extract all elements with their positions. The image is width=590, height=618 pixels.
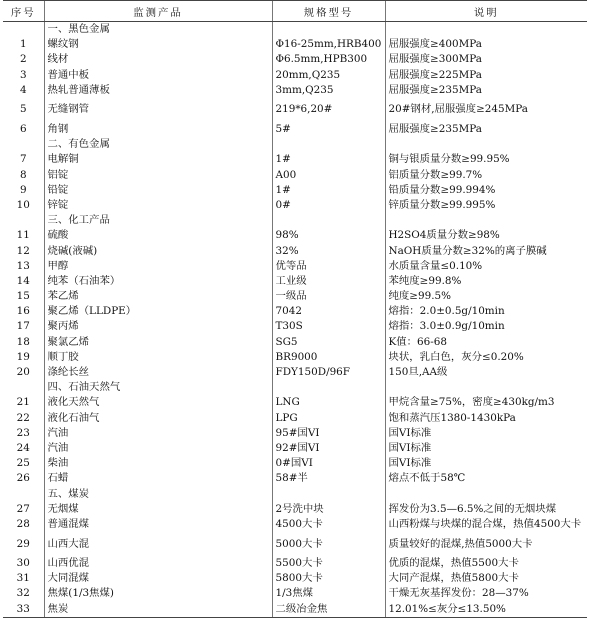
product-cell: 山西优混 [44,556,272,571]
spec-cell: 1# [272,183,385,198]
spec-cell: Φ6.5mm,HPB300 [272,52,385,67]
product-cell: 聚乙烯（LLDPE） [44,304,272,319]
description-cell: 熔点不低于58℃ [385,471,587,486]
spec-cell: 优等品 [272,259,385,274]
product-cell: 石蜡 [44,471,272,486]
product-cell: 柴油 [44,456,272,471]
product-cell: 线材 [44,52,272,67]
description-cell: 大同产混煤，热值5800大卡 [385,571,587,586]
table-row [3,532,587,556]
row-number: 26 [16,472,30,485]
description-cell: 饱和蒸汽压1380-1430kPa [385,411,587,426]
spec-cell: 5000大卡 [272,532,385,556]
row-number: 22 [16,411,30,424]
table-row [3,68,587,83]
table-row [3,243,587,258]
table-row [3,350,587,365]
spec-cell [272,22,385,38]
table-row [3,52,587,67]
category-row [3,380,587,395]
header-no: 序号 [3,1,44,22]
description-cell: 锌质量分数≥99.995% [385,198,587,213]
description-cell: 挥发份为3.5—6.5%之间的无烟块煤 [385,502,587,517]
row-number: 19 [16,350,30,363]
spec-cell [272,486,385,501]
spec-cell: SG5 [272,335,385,350]
spec-cell: LPG [272,411,385,426]
table-row [3,411,587,426]
description-cell: 山西粉煤与块煤的混合煤，热值4500大卡 [385,517,587,532]
product-cell: 山西大混 [44,532,272,556]
product-cell: 五、煤炭 [44,486,272,501]
spec-cell: A00 [272,168,385,183]
description-cell: 屈服强度≥225MPa [385,68,587,83]
description-cell [385,22,587,38]
table-row [3,571,587,586]
product-cell: 汽油 [44,441,272,456]
table-row [3,441,587,456]
description-cell: 150旦,AA级 [385,365,587,380]
spec-cell: 219*6,20# [272,98,385,122]
product-cell: 无缝钢管 [44,98,272,122]
product-cell: 螺纹钢 [44,37,272,52]
row-number: 27 [16,502,30,515]
spec-cell: FDY150D/96F [272,365,385,380]
description-cell: 铜与银质量分数≥99.95% [385,152,587,167]
product-cell: 普通混煤 [44,517,272,532]
table-row [3,37,587,52]
price-monitoring-table [3,0,587,618]
row-number: 11 [16,229,30,242]
row-number: 15 [16,290,30,303]
product-cell: 角钢 [44,122,272,137]
category-row [3,213,587,228]
product-cell: 铝锭 [44,168,272,183]
row-number: 30 [16,557,30,570]
table-row [3,198,587,213]
table-row [3,228,587,243]
spec-cell: 4500大卡 [272,517,385,532]
row-number: 16 [16,305,30,318]
row-number [3,137,44,152]
description-cell: 屈服强度≥235MPa [385,122,587,137]
row-number: 18 [16,335,30,348]
description-cell: 20#钢材,屈服强度≥245MPa [385,98,587,122]
spec-cell [272,213,385,228]
description-cell: 优质的混煤，热值5500大卡 [385,556,587,571]
header-spec: 规格型号 [272,1,385,22]
spec-cell: 5500大卡 [272,556,385,571]
table-row [3,556,587,571]
spec-cell: 20mm,Q235 [272,68,385,83]
product-cell: 烧碱(液碱) [44,243,272,258]
row-number: 28 [16,517,30,530]
row-number: 21 [16,396,30,409]
description-cell: 屈服强度≥400MPa [385,37,587,52]
table-row [3,259,587,274]
row-number: 1 [19,38,27,51]
category-row [3,22,587,38]
row-number: 14 [16,274,30,287]
spec-cell: T30S [272,319,385,334]
spec-cell: 3mm,Q235 [272,83,385,98]
table-row [3,502,587,517]
row-number: 4 [19,83,27,96]
row-number: 23 [16,426,30,439]
row-number [3,486,44,501]
table-row [3,152,587,167]
category-row [3,486,587,501]
row-number: 5 [19,103,27,116]
product-cell: 大同混煤 [44,571,272,586]
row-number: 6 [19,123,27,136]
row-number: 12 [16,244,30,257]
spec-cell: LNG [272,395,385,410]
table-row [3,83,587,98]
row-number: 7 [19,153,27,166]
product-cell: 聚氯乙烯 [44,335,272,350]
product-cell: 电解铜 [44,152,272,167]
row-number [3,213,44,228]
spec-cell [272,380,385,395]
description-cell: 12.01%≤灰分≤13.50% [385,602,587,618]
row-number: 32 [16,587,30,600]
table-row [3,274,587,289]
product-cell: 苯乙烯 [44,289,272,304]
description-cell: 铝质量分数≥99.7% [385,168,587,183]
description-cell [385,380,587,395]
category-row [3,137,587,152]
spec-cell [272,137,385,152]
product-cell: 四、石油天然气 [44,380,272,395]
table-row [3,122,587,137]
row-number: 33 [3,602,44,618]
product-cell: 无烟煤 [44,502,272,517]
product-cell: 铅锭 [44,183,272,198]
description-cell: 熔指：3.0±0.9g/10min [385,319,587,334]
header-product: 监测产品 [44,1,272,22]
product-cell: 聚丙烯 [44,319,272,334]
row-number: 2 [19,53,27,66]
description-cell: K值：66-68 [385,335,587,350]
row-number: 31 [16,572,30,585]
row-number: 24 [16,441,30,454]
table-body [3,22,587,618]
spec-cell: Φ16-25mm,HRB400 [272,37,385,52]
product-cell: 汽油 [44,426,272,441]
product-cell: 一、黑色金属 [44,22,272,38]
product-cell: 纯苯（石油苯） [44,274,272,289]
spec-cell: 32% [272,243,385,258]
table-row [3,456,587,471]
table-row [3,304,587,319]
table-row [3,602,587,618]
spec-cell: 一级品 [272,289,385,304]
description-cell: 国VI标准 [385,426,587,441]
description-cell: 国VI标准 [385,441,587,456]
spec-cell: 5# [272,122,385,137]
row-number: 20 [16,366,30,379]
row-number: 9 [19,183,27,196]
description-cell: 屈服强度≥235MPa [385,83,587,98]
row-number: 13 [16,259,30,272]
product-cell: 顺丁胶 [44,350,272,365]
product-cell: 甲醇 [44,259,272,274]
product-cell: 涤纶长丝 [44,365,272,380]
spec-cell: 58#半 [272,471,385,486]
spec-cell: 二级冶金焦 [272,602,385,618]
row-number [3,380,44,395]
description-cell: NaOH质量分数≥32%的离子膜碱 [385,243,587,258]
description-cell: 国VI标准 [385,456,587,471]
spec-cell: 2号洗中块 [272,502,385,517]
description-cell: 纯度≥99.5% [385,289,587,304]
spec-cell: BR9000 [272,350,385,365]
description-cell: 苯纯度≥99.8% [385,274,587,289]
row-number [3,22,44,38]
description-cell: 熔指：2.0±0.5g/10min [385,304,587,319]
product-cell: 普通中板 [44,68,272,83]
row-number: 25 [16,457,30,470]
product-cell: 二、有色金属 [44,137,272,152]
row-number: 8 [19,168,27,181]
header-description: 说明 [385,1,587,22]
description-cell: 干燥无灰基挥发份：28—37% [385,586,587,601]
product-cell: 热轧普通薄板 [44,83,272,98]
table-row [3,471,587,486]
spec-cell: 0# [272,198,385,213]
description-cell: 质量较好的混煤,热值5000大卡 [385,532,587,556]
table-row [3,586,587,601]
table-row [3,168,587,183]
table-row [3,395,587,410]
table-row [3,183,587,198]
product-cell: 焦煤(1/3焦煤) [44,586,272,601]
table-row [3,98,587,122]
header-row [3,1,587,22]
row-number: 29 [16,537,30,550]
row-number: 10 [16,198,30,211]
spec-cell: 95#国VI [272,426,385,441]
spec-cell: 98% [272,228,385,243]
product-cell: 三、化工产品 [44,213,272,228]
spec-cell: 1/3焦煤 [272,586,385,601]
description-cell [385,137,587,152]
spec-cell: 5800大卡 [272,571,385,586]
table-row [3,335,587,350]
description-cell: 铅质量分数≥99.994% [385,183,587,198]
table-row [3,319,587,334]
product-cell: 液化天然气 [44,395,272,410]
description-cell: H2SO4质量分数≥98% [385,228,587,243]
spec-cell: 1# [272,152,385,167]
description-cell: 屈服强度≥300MPa [385,52,587,67]
description-cell [385,486,587,501]
product-cell: 锌锭 [44,198,272,213]
table-row [3,426,587,441]
product-cell: 硫酸 [44,228,272,243]
spec-cell: 工业级 [272,274,385,289]
row-number: 17 [16,320,30,333]
table-row [3,289,587,304]
product-cell: 液化石油气 [44,411,272,426]
row-number: 3 [19,68,27,81]
spec-cell: 92#国VI [272,441,385,456]
spec-cell: 7042 [272,304,385,319]
description-cell: 水质量含量≤0.10% [385,259,587,274]
table-row [3,517,587,532]
description-cell [385,213,587,228]
description-cell: 甲烷含量≥75%，密度≥430kg/m3 [385,395,587,410]
description-cell: 块状，乳白色，灰分≤0.20% [385,350,587,365]
product-cell: 焦炭 [44,602,272,618]
table-row [3,365,587,380]
spec-cell: 0#国VI [272,456,385,471]
